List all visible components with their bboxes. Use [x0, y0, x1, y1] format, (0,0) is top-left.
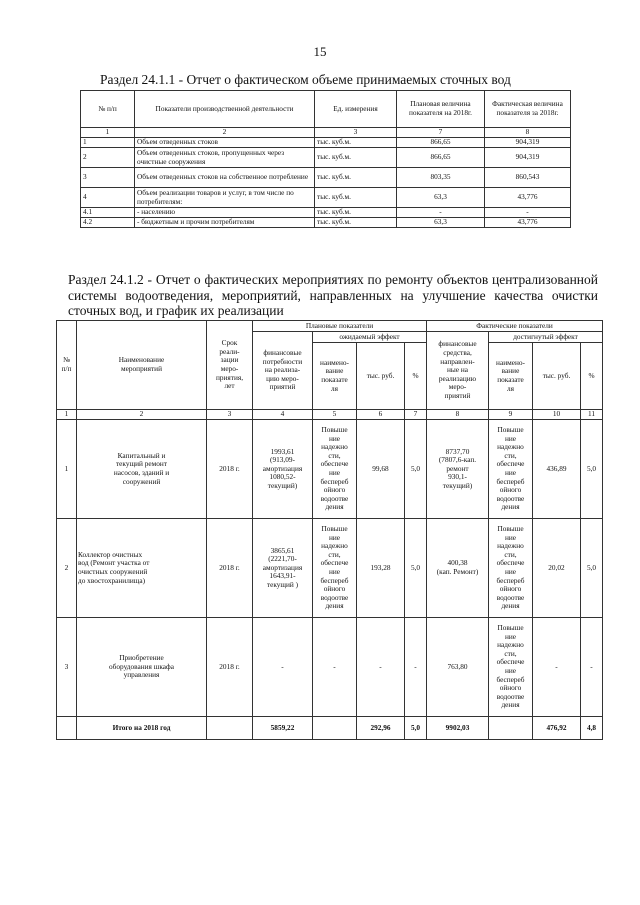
row-no: 4.2: [81, 218, 135, 228]
row-plan: 866,65: [397, 138, 485, 148]
row-indicator: Объем отведенных стоков на собственное потребление: [135, 168, 315, 188]
row-eff-name: Повыше ние надежно сти, обеспече ние бесперeб ойного водоотве дения: [313, 519, 357, 618]
row-fin-spent: 400,38 (кап. Ремонт): [427, 519, 489, 618]
col-header-no: № п/п: [81, 91, 135, 128]
row-unit: тыс. куб.м.: [315, 188, 397, 208]
row-no: 2: [57, 519, 77, 618]
table-row: [81, 208, 571, 218]
table-row: [57, 618, 603, 717]
col-header-fin-need: финансовые потребности на реализа- цию меро- приятий: [253, 332, 313, 410]
row-indicator: Объем реализации товаров и услуг, в том числе по потребителям:: [135, 188, 315, 208]
row-plan: 63,3: [397, 188, 485, 208]
col-number: 7: [397, 128, 485, 138]
col-number: 7: [405, 410, 427, 420]
col-header-fact: Фактическая величина показателя за 2018г.: [485, 91, 571, 128]
row-eff-name: Повыше ние надежно сти, обеспече ние бесперeб ойного водоотве дения: [313, 420, 357, 519]
total-no-cell: [57, 717, 77, 740]
row-term: 2018 г.: [207, 519, 253, 618]
col-number: 10: [533, 410, 581, 420]
col-header-eff-name: наимено- вание показате ля: [313, 343, 357, 410]
row-no: 3: [57, 618, 77, 717]
row-eff-name-fact: Повыше ние надежно сти, обеспече ние бесперeб ойного водоотве дения: [489, 519, 533, 618]
measures-table: [56, 320, 603, 740]
col-header-eff-name-fact: наимено- вание показате ля: [489, 343, 533, 410]
group-header-expected-effect: ожидаемый эффект: [313, 332, 427, 343]
row-fact: 43,776: [485, 188, 571, 208]
table-row: [81, 218, 571, 228]
row-pct: 5,0: [405, 420, 427, 519]
col-header-pct-fact: %: [581, 343, 603, 410]
section-heading-24-1-2: Раздел 24.1.2 - Отчет о фактических мероприятиях по ремонту объектов централизованной системы водоотведения, мероприятий, направленных на улучшение качества очистки сточных вод, и график их реализации: [68, 272, 598, 318]
section-heading-24-1-1: Раздел 24.1.1 - Отчет о фактическом объеме принимаемых сточных вод: [100, 72, 511, 87]
row-plan: 63,3: [397, 218, 485, 228]
row-fact: 904,319: [485, 148, 571, 168]
row-unit: тыс. куб.м.: [315, 148, 397, 168]
col-header-plan: Плановая величина показателя на 2018г.: [397, 91, 485, 128]
col-number: 2: [77, 410, 207, 420]
total-fin-need: 5859,22: [253, 717, 313, 740]
col-header-name: Наименование мероприятий: [77, 321, 207, 410]
row-fin-need: 3865,61 (2221,70- амортизация 1643,91- текущий ): [253, 519, 313, 618]
row-pct-fact: 5,0: [581, 519, 603, 618]
col-number: 8: [427, 410, 489, 420]
row-fact: 904,319: [485, 138, 571, 148]
row-pct: -: [405, 618, 427, 717]
row-name: Приобретение оборудования шкафа управления: [77, 618, 207, 717]
row-indicator: - населению: [135, 208, 315, 218]
table-row: [81, 148, 571, 168]
row-pct-fact: -: [581, 618, 603, 717]
row-pct-fact: 5,0: [581, 420, 603, 519]
table-header-row: [57, 321, 603, 332]
col-number: 2: [135, 128, 315, 138]
col-header-indicator: Показатели производственной деятельности: [135, 91, 315, 128]
row-plan: -: [397, 208, 485, 218]
row-unit: тыс. куб.м.: [315, 138, 397, 148]
col-number: 8: [485, 128, 571, 138]
row-fact: 43,776: [485, 218, 571, 228]
row-name: Коллектор очистных вод (Ремонт участка от очистных сооружений до хвостохранилища): [77, 519, 207, 618]
row-fact: -: [485, 208, 571, 218]
row-fin-spent: 8737,70 (7807,6-кап. ремонт 930,1- текущий): [427, 420, 489, 519]
col-header-unit: Ед. измерения: [315, 91, 397, 128]
total-rub: 292,96: [357, 717, 405, 740]
col-number: 3: [207, 410, 253, 420]
row-fact: 860,543: [485, 168, 571, 188]
col-header-pct: %: [405, 343, 427, 410]
col-header-rub: тыс. руб.: [357, 343, 405, 410]
row-pct: 5,0: [405, 519, 427, 618]
col-header-fin-spent: финансовые средства, направлен- ные на реализацию меро- приятий: [427, 332, 489, 410]
table-row: [57, 420, 603, 519]
total-fin-spent: 9902,03: [427, 717, 489, 740]
row-plan: 803,35: [397, 168, 485, 188]
col-number: 1: [81, 128, 135, 138]
row-rub-fact: 20,02: [533, 519, 581, 618]
row-unit: тыс. куб.м.: [315, 218, 397, 228]
total-rub-fact: 476,92: [533, 717, 581, 740]
col-header-rub-fact: тыс. руб.: [533, 343, 581, 410]
total-eff-fact-cell: [489, 717, 533, 740]
table-row: [81, 188, 571, 208]
row-rub-fact: -: [533, 618, 581, 717]
col-number: 1: [57, 410, 77, 420]
row-no: 3: [81, 168, 135, 188]
col-header-no: № п/п: [57, 321, 77, 410]
column-number-row: [81, 128, 571, 138]
row-no: 1: [81, 138, 135, 148]
total-eff-cell: [313, 717, 357, 740]
row-rub: 193,28: [357, 519, 405, 618]
column-number-row: [57, 410, 603, 420]
wastewater-volume-table: [80, 90, 571, 228]
row-indicator: Объем отведенных стоков: [135, 138, 315, 148]
group-header-achieved-effect: достигнутый эффект: [489, 332, 603, 343]
table-header-row: [81, 91, 571, 128]
row-fin-spent: 763,80: [427, 618, 489, 717]
row-indicator: Объем отведенных стоков, пропущенных через очистные сооружения: [135, 148, 315, 168]
table-row: [81, 138, 571, 148]
total-row: [57, 717, 603, 740]
row-no: 1: [57, 420, 77, 519]
col-number: 4: [253, 410, 313, 420]
row-unit: тыс. куб.м.: [315, 208, 397, 218]
group-header-plan: Плановые показатели: [253, 321, 427, 332]
row-plan: 866,65: [397, 148, 485, 168]
row-term: 2018 г.: [207, 618, 253, 717]
table-row: [81, 168, 571, 188]
page-number: 15: [313, 44, 327, 59]
row-eff-name-fact: Повыше ние надежно сти, обеспече ние бесперeб ойного водоотве дения: [489, 420, 533, 519]
total-pct-fact: 4,8: [581, 717, 603, 740]
row-no: 2: [81, 148, 135, 168]
row-eff-name: -: [313, 618, 357, 717]
group-header-fact: Фактические показатели: [427, 321, 603, 332]
row-name: Капитальный и текущий ремонт насосов, зданий и сооружений: [77, 420, 207, 519]
col-number: 11: [581, 410, 603, 420]
col-number: 3: [315, 128, 397, 138]
table-row: [57, 519, 603, 618]
col-number: 5: [313, 410, 357, 420]
row-no: 4: [81, 188, 135, 208]
row-unit: тыс. куб.м.: [315, 168, 397, 188]
row-rub: -: [357, 618, 405, 717]
total-label: Итого на 2018 год: [77, 717, 207, 740]
row-no: 4.1: [81, 208, 135, 218]
row-term: 2018 г.: [207, 420, 253, 519]
row-fin-need: 1993,61 (913,09- амортизация 1080,52- текущий): [253, 420, 313, 519]
row-rub: 99,68: [357, 420, 405, 519]
row-indicator: - бюджетным и прочим потребителям: [135, 218, 315, 228]
col-header-term: Срок реали- зации меро- приятия, лет: [207, 321, 253, 410]
row-eff-name-fact: Повыше ние надежно сти, обеспече ние бесперeб ойного водоотве дения: [489, 618, 533, 717]
col-number: 9: [489, 410, 533, 420]
col-number: 6: [357, 410, 405, 420]
row-fin-need: -: [253, 618, 313, 717]
row-rub-fact: 436,89: [533, 420, 581, 519]
total-term-cell: [207, 717, 253, 740]
total-pct: 5,0: [405, 717, 427, 740]
